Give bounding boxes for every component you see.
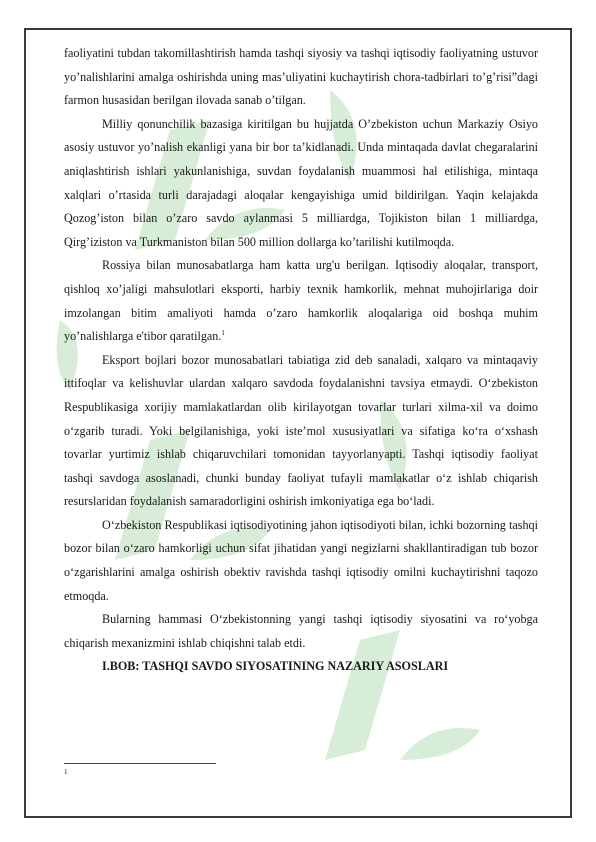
paragraph-3-text: Rossiya bilan munosabatlarga ham katta urg'u berilgan. Iqtisodiy aloqalar, transport, qishloq xo’jaligi mahsulotlari eksporti, harbiy texnik hamkorlik, mehnat muhojirlariga doir imzolangan bitim amaliyoti hamda o’zaro hamkorlik aloqalariga oid boshqa muhim yo’nalishlarga e'tibor qaratilgan. bbox=[64, 258, 538, 344]
paragraph-1: faoliyatini tubdan takomillashtirish hamda tashqi siyosiy va tashqi iqtisodiy faoliyatning ustuvor yo’nalishlarini amalga oshirishda uning mas’uliyatini kuchaytirish chora-tadbirlari to’g’risi”dagi farmon husasidan berilgan ilovada sanab o’tilgan. bbox=[64, 46, 538, 108]
footnote-number: 1 bbox=[64, 768, 68, 776]
document-body bbox=[64, 42, 538, 679]
paragraph-5: O‘zbekiston Respublikasi iqtisodiyotining jahon iqtisodiyoti bilan, ichki bozorning tashqi bozor bilan o‘zaro hamkorligi uchun sifat jihatidan yangi negizlarni shakllantiradigan tub bozor o‘zgarishlarini amalga oshirish obektiv ravishda tashqi iqtisodiy omilni kuchaytirishni taqozo etmoqda. bbox=[64, 517, 538, 603]
paragraph-4: Eksport bojlari bozor munosabatlari tabiatiga zid deb sanaladi, xalqaro va mintaqaviy ittifoqlar va kelishuvlar ulardan xalqaro savdoda foydalanishni tavsiya etmaydi. O‘zbekiston Respublikasiga xorijiy mamlakatlardan olib kirilayotgan tovarlar turlari xilma-xil va doimo o‘zgarib turadi. Yoki belgilanishiga, yoki iste’mol xususiyatlari va sifatiga ko‘ra o‘xshash tovarlar yurtimiz ishlab chiqaruvchilari tomonidan tayyorlanyapti. Tashqi iqtisodiy faoliyat tashqi savdoga asoslanadi, chunki bunday faoliyat tufayli mamlakatlar o‘z ishlab chiqarish resurslaridan foydalanish samaradorligini oshirish imkoniyatiga ega bo‘ladi. bbox=[64, 352, 538, 509]
paragraph-2: Milliy qonunchilik bazasiga kiritilgan bu hujjatda O’zbekiston uchun Markaziy Osiyo asosiy ustuvor yo’nalish ekanligi yana bir bor ta’kidlanadi. Unda mintaqada davlat chegaralarini aniqlashtirish ishlari yakunlanishiga, suvdan foydalanish muammosi hal etilishiga, mintaqa xalqlari o’rtasida turli darajadagi aloqalar kengayishiga umid bildirilgan. Yaqin kelajakda Qozog’iston bilan o’zaro savdo aylanmasi 5 milliardga, Tojikiston bilan 1 milliardga, Qirg’iziston va Turkmaniston bilan 500 million dollarga ko’tarilishi kutilmoqda. bbox=[64, 116, 538, 249]
paragraph-6: Bularning hammasi O‘zbekistonning yangi tashqi iqtisodiy siyosatini va ro‘yobga chiqarish mexanizmini ishlab chiqishni talab etdi. bbox=[64, 612, 538, 650]
paragraph-3 bbox=[64, 254, 538, 348]
footnote-reference[interactable]: 1 bbox=[221, 329, 225, 338]
chapter-heading: I.BOB: TASHQI SAVDO SIYOSATINING NAZARIY ASOSLARI bbox=[102, 659, 449, 674]
footnote-divider bbox=[64, 763, 216, 764]
